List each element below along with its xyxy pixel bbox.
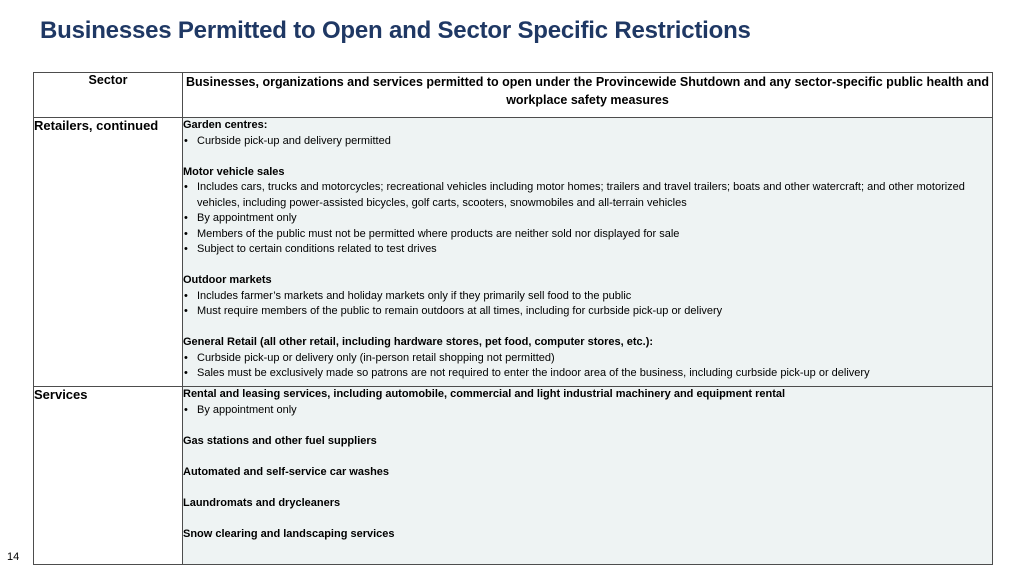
description-cell xyxy=(183,118,993,387)
group-title: Rental and leasing services, including automobile, commercial and light industrial machinery and equipment rental xyxy=(183,388,786,400)
group-title: Motor vehicle sales xyxy=(183,165,285,178)
list-item xyxy=(183,496,992,512)
bullet-item: • By appointment only xyxy=(183,403,992,419)
group-title: Automated and self-service car washes xyxy=(183,465,390,478)
group-title: Snow clearing and landscaping services xyxy=(183,527,395,540)
group-title: General Retail (all other retail, including hardware stores, pet food, computer stores, etc.): xyxy=(183,336,654,348)
page-title: Businesses Permitted to Open and Sector Specific Restrictions xyxy=(40,17,751,44)
bullet-item: • Curbside pick-up or delivery only (in-person retail shopping not permitted) xyxy=(183,351,992,367)
list-item xyxy=(183,465,992,481)
bullet-item: • Sales must be exclusively made so patrons are not required to enter the indoor area of the business, including curbside pick-up or delivery xyxy=(183,366,992,382)
list-item xyxy=(183,118,992,149)
list-item xyxy=(183,434,992,450)
bullet-item: • By appointment only xyxy=(183,211,992,227)
list-item xyxy=(183,527,992,543)
table-header-row xyxy=(34,73,993,118)
restrictions-table xyxy=(33,72,993,565)
group-title: Garden centres: xyxy=(183,119,268,131)
bullet-item: • Must require members of the public to remain outdoors at all times, including for curbside pick-up or delivery xyxy=(183,304,992,320)
page-number: 14 xyxy=(7,551,20,563)
bullet-item: • Includes farmer’s markets and holiday markets only if they primarily sell food to the public xyxy=(183,289,992,305)
description-cell xyxy=(183,387,993,565)
list-item xyxy=(183,165,992,258)
bullet-item: • Includes cars, trucks and motorcycles; recreational vehicles including motor homes; trailers and travel trailers; boats and other watercraft; and other motorized vehicles, including power-assisted bicycles, golf carts, scooters, snowmobiles and all-terrain vehicles xyxy=(183,180,992,211)
sector-cell: Retailers, continued xyxy=(34,118,183,387)
bullet-item: • Curbside pick-up and delivery permitted xyxy=(183,134,992,150)
table-row xyxy=(34,387,993,565)
group-title: Outdoor markets xyxy=(183,274,272,286)
list-item xyxy=(183,273,992,320)
sector-cell: Services xyxy=(34,387,183,565)
group-title: Gas stations and other fuel suppliers xyxy=(183,434,377,447)
list-item xyxy=(183,335,992,382)
bullet-item: • Members of the public must not be permitted where products are neither sold nor displayed for sale xyxy=(183,227,992,243)
list-item xyxy=(183,387,992,418)
bullet-item: • Subject to certain conditions related to test drives xyxy=(183,242,992,258)
table-row xyxy=(34,118,993,387)
header-sector: Sector xyxy=(34,73,183,118)
header-description: Businesses, organizations and services permitted to open under the Provincewide Shutdown and any sector-specific public health and workplace safety measures xyxy=(183,73,993,118)
group-title: Laundromats and drycleaners xyxy=(183,496,341,509)
